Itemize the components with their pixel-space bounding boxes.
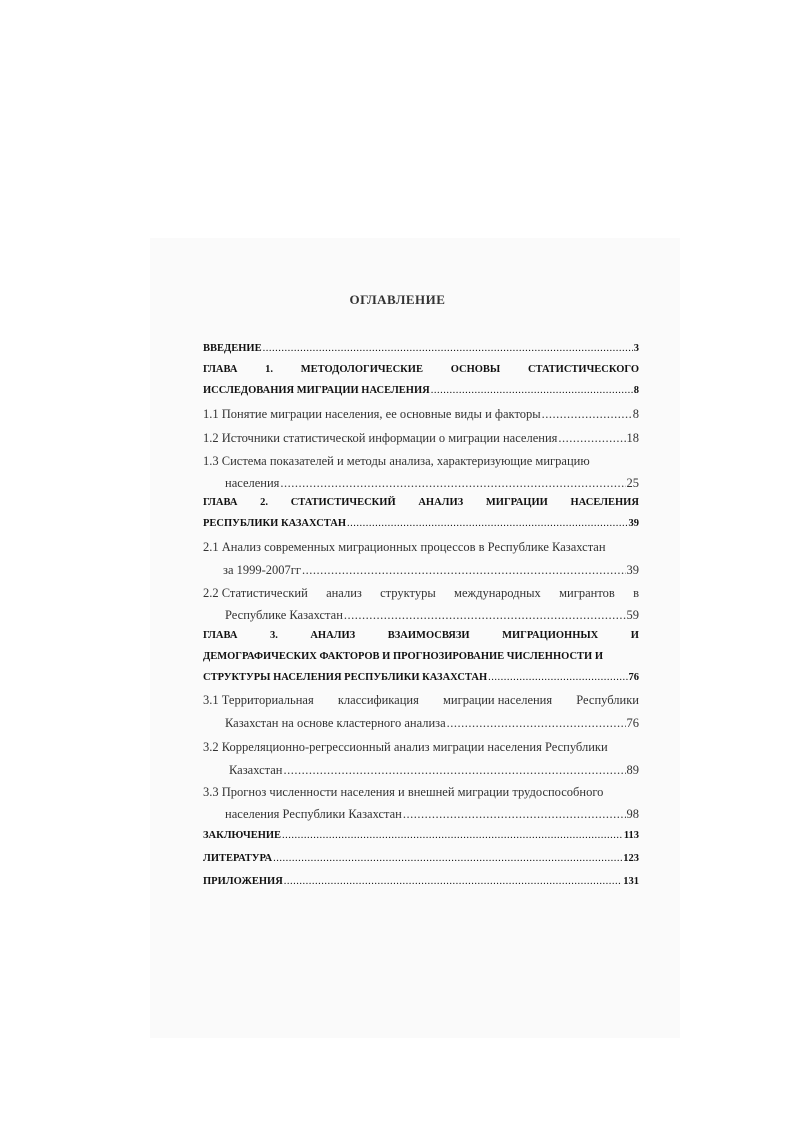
toc-entry-label: 3.2 Корреляционно-регрессионный анализ миграции населения Республики: [203, 740, 608, 754]
toc-word: МИГРАЦИОННЫХ: [502, 630, 599, 641]
leader-dots: [447, 714, 626, 732]
leader-dots: [280, 474, 625, 492]
toc-chapter-3-line2[interactable]: [203, 648, 639, 666]
toc-entry-1-3-line1[interactable]: [203, 452, 639, 470]
toc-entry-label: Казахстан: [229, 763, 283, 777]
toc-entry-label: 1.2 Источники статистической информации о миграции населения: [203, 431, 558, 445]
toc-word: Республики: [576, 693, 639, 707]
toc-entry-3-1-line1[interactable]: [203, 691, 639, 709]
toc-entry-label: ПРИЛОЖЕНИЯ: [203, 876, 283, 887]
toc-entry-label: Казахстан на основе кластерного анализа: [225, 716, 446, 730]
leader-dots: [302, 561, 625, 579]
leader-dots: [273, 850, 622, 868]
toc-entry-appendix[interactable]: [203, 873, 639, 891]
toc-page-number: 8: [632, 407, 639, 421]
toc-entry-2-2[interactable]: [225, 606, 639, 624]
page-title: ОГЛАВЛЕНИЕ: [349, 292, 446, 307]
toc-chapter-1-heading[interactable]: [203, 361, 639, 379]
toc-entry-label: 1.1 Понятие миграции населения, ее основные виды и факторы: [203, 407, 541, 421]
toc-page-number: 113: [623, 830, 639, 841]
toc-page-number: 98: [626, 807, 639, 821]
toc-word: мигрантов: [559, 586, 615, 600]
toc-entry-2-2-line1[interactable]: [203, 584, 639, 602]
toc-entry-label: ЛИТЕРАТУРА: [203, 853, 273, 864]
toc-entry-chapter-2[interactable]: [203, 515, 639, 533]
toc-word: ГЛАВА: [203, 364, 238, 375]
toc-word: 2.: [260, 497, 269, 508]
toc-entry-label: ИССЛЕДОВАНИЯ МИГРАЦИИ НАСЕЛЕНИЯ: [203, 385, 430, 396]
toc-word: ГЛАВА: [203, 630, 238, 641]
toc-chapter-2-heading[interactable]: [203, 494, 639, 512]
toc-entry-label: населения: [225, 476, 280, 490]
toc-word: СТАТИСТИЧЕСКИЙ: [290, 497, 396, 508]
toc-entry-label: ДЕМОГРАФИЧЕСКИХ ФАКТОРОВ И ПРОГНОЗИРОВАНИЕ ЧИСЛЕННОСТИ И: [203, 651, 603, 662]
toc-word: АНАЛИЗ: [310, 630, 356, 641]
toc-word: ОСНОВЫ: [450, 364, 501, 375]
leader-dots: [431, 382, 633, 400]
toc-entry-label: 3.3 Прогноз численности населения и внешней миграции трудоспособного: [203, 785, 604, 799]
toc-word: СТАТИСТИЧЕСКОГО: [527, 364, 639, 375]
toc-entry-chapter-3[interactable]: [203, 669, 639, 687]
leader-dots: [347, 515, 627, 533]
toc-word: 1.: [265, 364, 274, 375]
toc-word: 2.2 Статистический: [203, 586, 308, 600]
toc-page-number: 8: [633, 385, 639, 396]
toc-word: И: [630, 630, 639, 641]
toc-page-number: 18: [626, 431, 639, 445]
toc-entry-3-1[interactable]: [225, 714, 639, 732]
toc-entry-3-2-line1[interactable]: [203, 738, 639, 756]
toc-entry-1-1[interactable]: [203, 405, 639, 423]
leader-dots: [282, 827, 623, 845]
toc-word: миграции населения: [443, 693, 553, 707]
toc-entry-label: ВВЕДЕНИЕ: [203, 343, 262, 354]
toc-entry-3-3[interactable]: [225, 805, 639, 823]
toc-entry-chapter-1[interactable]: [203, 382, 639, 400]
toc-entry-1-2[interactable]: [203, 429, 639, 447]
toc-chapter-3-heading[interactable]: [203, 627, 639, 645]
toc-word: МИГРАЦИИ: [485, 497, 548, 508]
toc-page-number: 39: [628, 518, 639, 529]
toc-page-number: 123: [623, 853, 639, 864]
toc-word: ГЛАВА: [203, 497, 238, 508]
toc-word: классификация: [337, 693, 419, 707]
toc-word: анализ: [326, 586, 362, 600]
toc-page-number: 131: [623, 876, 639, 887]
leader-dots: [344, 606, 626, 624]
toc-entry-2-1[interactable]: [223, 561, 639, 579]
toc-entry-label: РЕСПУБЛИКИ КАЗАХСТАН: [203, 518, 347, 529]
leader-dots: [284, 761, 626, 779]
leader-dots: [284, 873, 622, 891]
toc-entry-label: 2.1 Анализ современных миграционных процессов в Республике Казахстан: [203, 540, 606, 554]
toc-page-number: 59: [626, 608, 639, 622]
toc-entry-3-3-line1[interactable]: [203, 783, 639, 801]
toc-word: структуры: [380, 586, 436, 600]
toc-entry-label: 1.3 Система показателей и методы анализа, характеризующие миграцию: [203, 454, 590, 468]
leader-dots: [488, 669, 627, 687]
toc-word: НАСЕЛЕНИЯ: [570, 497, 639, 508]
leader-dots: [403, 805, 626, 823]
toc-word: ВЗАИМОСВЯЗИ: [387, 630, 470, 641]
toc-entry-3-2[interactable]: [229, 761, 639, 779]
toc-page-number: 89: [626, 763, 639, 777]
toc-word: в: [633, 586, 639, 600]
toc-entry-conclusion[interactable]: [203, 827, 639, 845]
toc-entry-label: ЗАКЛЮЧЕНИЕ: [203, 830, 282, 841]
toc-page-number: 76: [626, 716, 639, 730]
leader-dots: [542, 405, 632, 423]
toc-entry-label: СТРУКТУРЫ НАСЕЛЕНИЯ РЕСПУБЛИКИ КАЗАХСТАН: [203, 672, 488, 683]
toc-entry-1-3[interactable]: [225, 474, 639, 492]
toc-word: 3.1 Территориальная: [203, 693, 314, 707]
toc-entry-intro[interactable]: [203, 340, 639, 358]
toc-word: международных: [454, 586, 541, 600]
toc-entry-label: населения Республики Казахстан: [225, 807, 402, 821]
toc-word: МЕТОДОЛОГИЧЕСКИЕ: [300, 364, 423, 375]
toc-entry-literature[interactable]: [203, 850, 639, 868]
toc-word: АНАЛИЗ: [418, 497, 464, 508]
leader-dots: [558, 429, 625, 447]
toc-entry-label: за 1999-2007гг: [223, 563, 302, 577]
toc-word: 3.: [269, 630, 278, 641]
toc-page-number: 76: [628, 672, 639, 683]
toc-entry-label: Республике Казахстан: [225, 608, 343, 622]
toc-entry-2-1-line1[interactable]: [203, 538, 639, 556]
toc-page-number: 39: [626, 563, 639, 577]
leader-dots: [263, 340, 633, 358]
toc-page-number: 3: [633, 343, 639, 354]
toc-page-number: 25: [626, 476, 639, 490]
